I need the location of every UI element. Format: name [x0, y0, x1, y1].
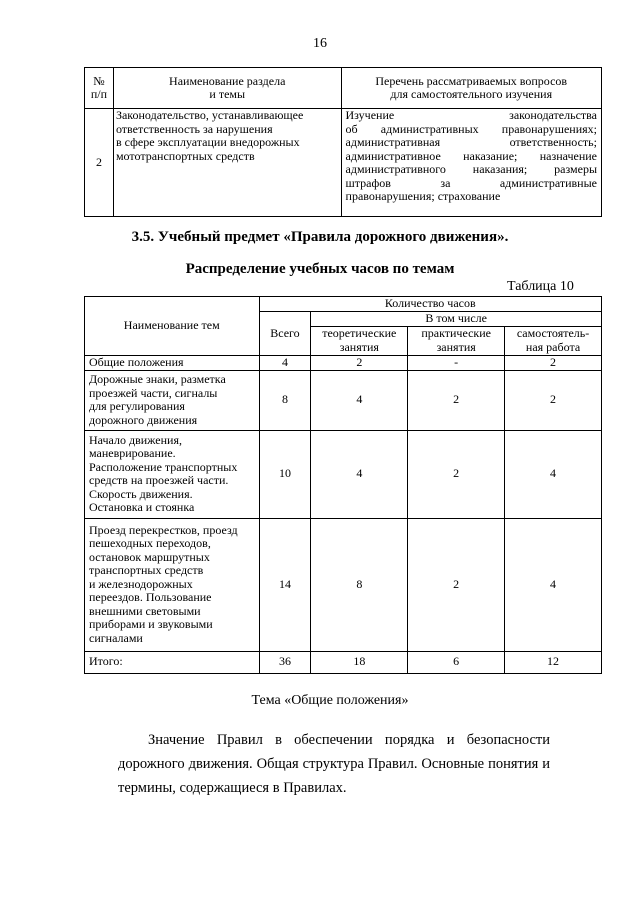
header-line: ная работа: [525, 339, 581, 354]
header-self-study: [505, 326, 602, 355]
text-line: приборами и звуковыми: [89, 617, 213, 632]
text-line: транспортных средств: [89, 563, 204, 578]
text-line: Законодательство, устанавливающее: [115, 108, 304, 122]
header-including: В том числе: [311, 312, 602, 327]
topic-name-cell: [85, 430, 260, 518]
text-line: ответственность за нарушения: [115, 121, 273, 136]
text-line: административное наказание; назначение: [345, 148, 597, 163]
header-practice: [408, 326, 505, 355]
text-line: Изучение законодательства: [345, 108, 597, 122]
header-topic-name: Наименование тем: [85, 297, 260, 356]
text-line: мототранспортных средств: [115, 148, 255, 163]
self-hours-cell: 4: [505, 518, 602, 651]
table-label: Таблица 10: [507, 279, 574, 294]
text-line: внешними световыми: [89, 603, 201, 618]
text-line: остановок маршрутных: [89, 549, 210, 564]
practice-hours-cell: 2: [408, 370, 505, 430]
text-line: административного наказания; размеры: [345, 162, 597, 176]
table-row: [85, 518, 602, 651]
header-questions: [341, 68, 601, 109]
header-section-name: [113, 68, 341, 109]
text-line: переездов. Пользование: [89, 590, 212, 605]
text-line: Остановка и стоянка: [89, 500, 195, 514]
text-line: маневрирование.: [89, 446, 176, 460]
header-line: и темы: [209, 87, 246, 101]
theory-hours-cell: 4: [311, 370, 408, 430]
text-line: об административных правонарушениях;: [345, 121, 597, 136]
theory-hours-cell: 18: [311, 651, 408, 673]
header-line: Перечень рассматриваемых вопросов: [375, 73, 568, 88]
topic-paragraph: Значение Правил в обеспечении порядка и безопасности дорожного движения. Общая структура Правил. Основные понятия и термины, содержащиеся в Правилах.: [118, 732, 550, 796]
header-num-line: №: [93, 73, 105, 88]
practice-hours-cell: 6: [408, 651, 505, 673]
text-line: штрафов за административные: [345, 175, 597, 190]
practice-hours-cell: 2: [408, 518, 505, 651]
header-line: для самостоятельного изучения: [390, 87, 553, 101]
header-hours: Количество часов: [259, 297, 602, 312]
table-row: [85, 430, 602, 518]
distribution-heading: Распределение учебных часов по темам: [185, 261, 455, 277]
text-line: Скорость движения.: [89, 486, 193, 501]
topic-name-cell: [85, 355, 260, 370]
section-heading: 3.5. Учебный предмет «Правила дорожного движения».: [131, 229, 509, 245]
text-line: правонарушения; страхование: [345, 189, 501, 203]
table-row: [85, 370, 602, 430]
row-questions: [341, 109, 601, 217]
topic-name-cell: [85, 370, 260, 430]
text-line: средств на проезжей части.: [89, 473, 229, 487]
row-number: 2: [85, 109, 114, 217]
topics-questions-table: [84, 67, 602, 217]
page-number: 16: [313, 36, 327, 51]
text-line: Итого:: [89, 654, 123, 669]
self-hours-cell: 12: [505, 651, 602, 673]
theory-hours-cell: 4: [311, 430, 408, 518]
total-hours-cell: 10: [259, 430, 311, 518]
text-line: и железнодорожных: [89, 576, 193, 591]
table-header-row: [85, 68, 602, 109]
topic-name-cell: [85, 518, 260, 651]
table-header-row: [85, 297, 602, 312]
header-line: занятия: [436, 339, 476, 354]
header-theory: [311, 326, 408, 355]
text-line: Расположение транспортных: [89, 459, 238, 474]
header-num-line: п/п: [90, 87, 108, 101]
self-hours-cell: 2: [505, 370, 602, 430]
text-line: Общие положения: [89, 354, 184, 369]
header-line: Наименование раздела: [169, 73, 286, 88]
topic-name-cell: [85, 651, 260, 673]
hours-table: [84, 296, 602, 674]
practice-hours-cell: 2: [408, 430, 505, 518]
text-line: сигналами: [89, 630, 143, 645]
table-row: [85, 651, 602, 673]
text-line: Проезд перекрестков, проезд: [89, 522, 238, 537]
total-hours-cell: 36: [259, 651, 311, 673]
header-line: теоретические: [322, 326, 397, 340]
theory-hours-cell: 2: [311, 355, 408, 370]
total-hours-cell: 14: [259, 518, 311, 651]
row-section-name: [113, 109, 341, 217]
header-line: занятия: [339, 339, 379, 354]
header-line: самостоятель-: [516, 326, 590, 340]
text-line: пешеходных переходов,: [89, 536, 211, 551]
self-hours-cell: 2: [505, 355, 602, 370]
text-line: дорожного движения: [89, 412, 198, 427]
total-hours-cell: 8: [259, 370, 311, 430]
text-line: административная ответственность;: [345, 135, 597, 149]
text-line: для регулирования: [89, 399, 185, 413]
table-row: [85, 355, 602, 370]
text-line: проезжей части, сигналы: [89, 385, 218, 400]
table-row: [85, 109, 602, 217]
header-num: [85, 68, 114, 109]
total-hours-cell: 4: [259, 355, 311, 370]
self-hours-cell: 4: [505, 430, 602, 518]
topic-heading: Тема «Общие положения»: [251, 693, 409, 708]
hours-table-body: [85, 355, 602, 673]
text-line: Дорожные знаки, разметка: [89, 372, 226, 386]
text-line: Начало движения,: [89, 432, 182, 447]
text-line: в сфере эксплуатации внедорожных: [115, 135, 300, 149]
practice-hours-cell: -: [408, 355, 505, 370]
header-line: практические: [421, 326, 491, 340]
theory-hours-cell: 8: [311, 518, 408, 651]
header-total: Всего: [259, 312, 311, 356]
